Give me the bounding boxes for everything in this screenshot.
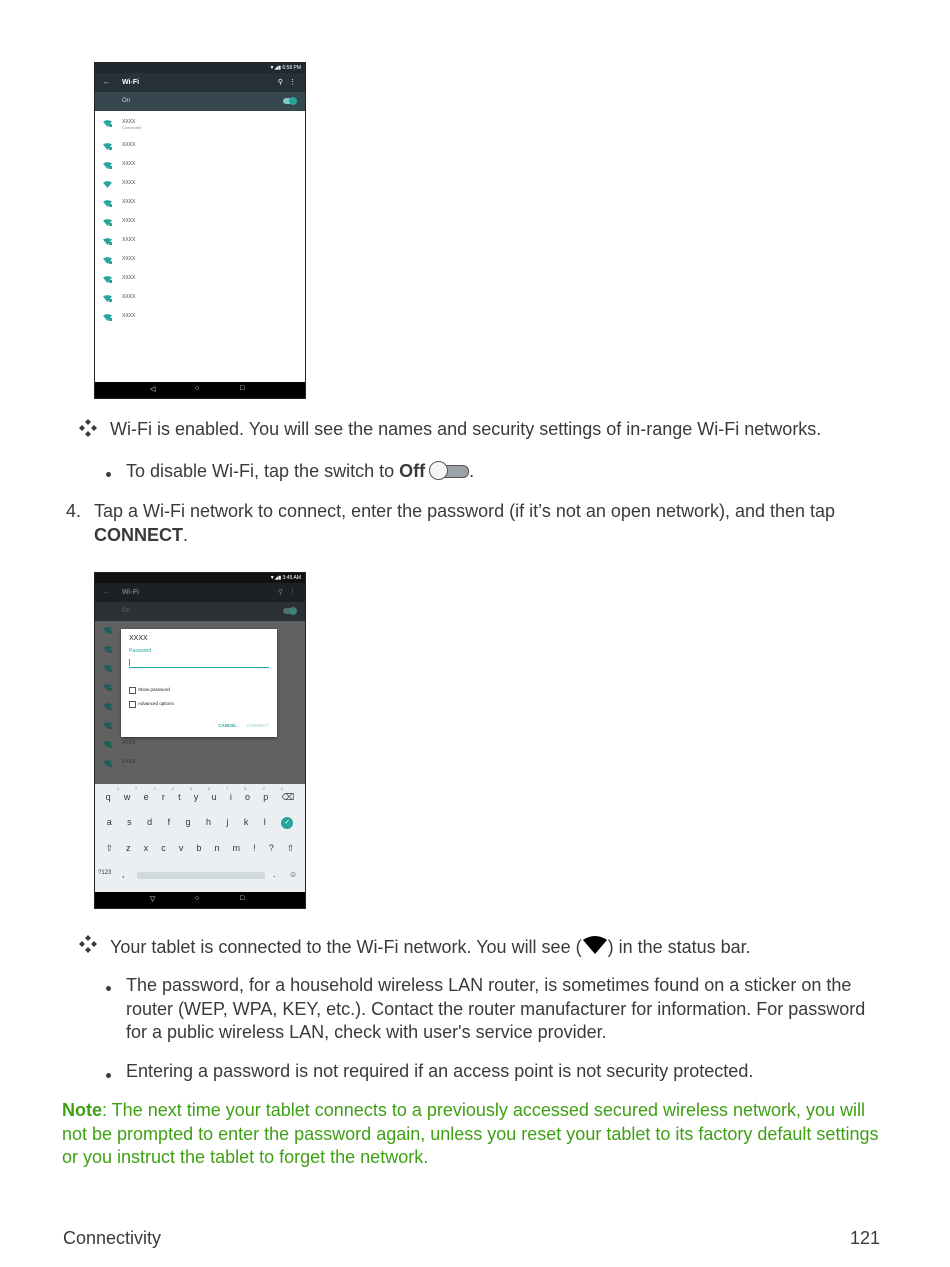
wifi-master-switch-row[interactable] bbox=[95, 602, 305, 621]
bullet-dot bbox=[106, 472, 111, 477]
network-name: XXXX bbox=[122, 313, 136, 319]
network-row[interactable] bbox=[95, 115, 305, 138]
status-bar: ▼◢▮ 6:58 PM bbox=[95, 63, 305, 73]
key-r[interactable]: r bbox=[161, 792, 165, 802]
app-bar bbox=[95, 583, 305, 602]
password-sticker-text: The password, for a household wireless LAN router, is sometimes found on a sticker on the router (WEP, WPA, KEY, etc.). Contact the router manufacturer for information. For password for a public wireless LAN, check with user's service provider. bbox=[126, 975, 866, 1042]
keyboard-row-2 bbox=[95, 817, 305, 829]
key-q[interactable]: q bbox=[105, 792, 111, 802]
network-row[interactable] bbox=[95, 233, 305, 252]
wifi-toggle[interactable] bbox=[283, 608, 296, 614]
network-row[interactable] bbox=[95, 157, 305, 176]
cancel-button[interactable]: CANCEL bbox=[218, 723, 237, 728]
key-f[interactable]: f bbox=[167, 817, 171, 827]
wifi-settings-screenshot bbox=[94, 62, 306, 399]
network-row[interactable] bbox=[95, 195, 305, 214]
navigation-bar bbox=[95, 382, 305, 398]
wifi-password-dialog-screenshot bbox=[94, 572, 306, 909]
network-name: XXXX bbox=[122, 119, 136, 125]
key-j[interactable]: j bbox=[226, 817, 229, 827]
key-a[interactable]: a bbox=[106, 817, 112, 827]
back-arrow-icon[interactable]: ← bbox=[103, 79, 110, 86]
navigation-bar bbox=[95, 892, 305, 908]
network-row[interactable] bbox=[95, 290, 305, 309]
key-w[interactable]: w bbox=[123, 792, 131, 802]
toggle-off-icon bbox=[429, 461, 469, 479]
key-i[interactable]: i bbox=[229, 792, 232, 802]
nav-back-icon[interactable]: ◁ bbox=[150, 386, 156, 393]
nav-recents-icon[interactable]: □ bbox=[240, 895, 245, 902]
network-row[interactable] bbox=[95, 214, 305, 233]
key-z[interactable]: z bbox=[126, 843, 131, 853]
back-arrow-icon[interactable]: ← bbox=[103, 589, 110, 596]
wifi-toggle[interactable] bbox=[283, 98, 296, 104]
network-name: XXXX bbox=[122, 237, 136, 243]
search-icon[interactable]: ⚲ bbox=[277, 79, 283, 86]
search-icon[interactable]: ⚲ bbox=[277, 589, 283, 596]
network-name: XXXX bbox=[122, 275, 136, 281]
app-bar-title: Wi-Fi bbox=[122, 79, 140, 86]
network-name: XXXX bbox=[122, 256, 136, 262]
network-row[interactable] bbox=[95, 271, 305, 290]
network-name: XXXX bbox=[122, 759, 136, 765]
enter-key-icon[interactable]: ✓ bbox=[281, 817, 293, 829]
nav-home-icon[interactable]: ○ bbox=[195, 895, 200, 902]
key-h[interactable]: h bbox=[205, 817, 211, 827]
app-bar-title: Wi-Fi bbox=[122, 589, 140, 596]
key-u[interactable]: u bbox=[211, 792, 217, 802]
network-name: XXXX bbox=[122, 740, 136, 746]
number-hint: 7 bbox=[226, 786, 229, 791]
space-key[interactable] bbox=[137, 872, 265, 879]
network-name: XXXX bbox=[122, 199, 136, 205]
diamond-bullet-icon bbox=[78, 934, 98, 954]
connection-status: Connected bbox=[122, 125, 142, 130]
password-not-required-text: Entering a password is not required if an access point is not security protected. bbox=[126, 1061, 754, 1081]
connect-button[interactable]: CONNECT bbox=[246, 723, 269, 728]
network-row[interactable] bbox=[95, 252, 305, 271]
key-⇧[interactable]: ⇧ bbox=[286, 843, 295, 853]
number-hint: 8 bbox=[244, 786, 247, 791]
comma-key[interactable]: , bbox=[122, 869, 125, 879]
network-row[interactable] bbox=[95, 309, 305, 328]
number-hint: 0 bbox=[280, 786, 283, 791]
key-m[interactable]: m bbox=[232, 843, 241, 853]
number-hint: 2 bbox=[135, 786, 138, 791]
diamond-bullet-icon bbox=[78, 418, 98, 438]
symbols-key[interactable]: ?123 bbox=[98, 870, 112, 876]
key-b[interactable]: b bbox=[196, 843, 202, 853]
nav-recents-icon[interactable]: □ bbox=[240, 385, 245, 392]
more-options-icon[interactable]: ⋮ bbox=[289, 589, 296, 596]
step4-text: Tap a Wi-Fi network to connect, enter the password (if it’s not an open network), and then tap CONNECT. bbox=[94, 501, 836, 545]
disable-wifi-text: To disable Wi-Fi, tap the switch to Off . bbox=[126, 461, 475, 481]
network-row[interactable] bbox=[95, 138, 305, 157]
number-hint: 1 bbox=[116, 786, 120, 791]
keyboard-row-1 bbox=[95, 792, 305, 803]
text-cursor bbox=[129, 659, 130, 666]
key-t[interactable]: t bbox=[178, 792, 181, 802]
key-n[interactable]: n bbox=[214, 843, 220, 853]
network-row[interactable] bbox=[95, 736, 305, 755]
connected-text: Your tablet is connected to the Wi-Fi network. You will see ( ) in the status bar. bbox=[110, 937, 751, 957]
password-label: Password bbox=[129, 648, 151, 654]
wifi-master-switch-row[interactable] bbox=[95, 92, 305, 111]
key-⌫[interactable]: ⌫ bbox=[281, 792, 295, 802]
network-name: XXXX bbox=[122, 142, 136, 148]
on-label: On bbox=[122, 98, 131, 104]
key-v[interactable]: v bbox=[178, 843, 184, 853]
network-name: XXXX bbox=[122, 180, 136, 186]
status-bar: ▼◢▮ 3:45 AM bbox=[95, 573, 305, 583]
nav-back-icon[interactable]: ▽ bbox=[150, 896, 156, 903]
network-name: XXXX bbox=[122, 294, 136, 300]
show-password-label: Show password bbox=[138, 687, 170, 692]
advanced-options-checkbox[interactable] bbox=[129, 701, 136, 708]
show-password-checkbox[interactable] bbox=[129, 687, 136, 694]
key-k[interactable]: k bbox=[243, 817, 249, 827]
key-![interactable]: ! bbox=[253, 843, 256, 853]
network-row[interactable] bbox=[95, 755, 305, 774]
wifi-signal-icon bbox=[582, 935, 608, 955]
bullet-dot bbox=[106, 986, 111, 991]
password-dialog bbox=[121, 629, 277, 737]
key-d[interactable]: d bbox=[147, 817, 153, 827]
dialog-title: XXXX bbox=[129, 635, 148, 642]
number-hint: 4 bbox=[171, 786, 174, 791]
number-hint: 6 bbox=[207, 786, 211, 791]
key-s[interactable]: s bbox=[127, 817, 132, 827]
wifi-enabled-text: Wi-Fi is enabled. You will see the names and security settings of in-range Wi-Fi networks. bbox=[110, 419, 822, 439]
key-x[interactable]: x bbox=[143, 843, 149, 853]
page-number: 121 bbox=[849, 1228, 880, 1248]
key-e[interactable]: e bbox=[143, 792, 149, 802]
advanced-options-label: Advanced options bbox=[138, 701, 174, 706]
key-⇧[interactable]: ⇧ bbox=[105, 843, 114, 853]
key-c[interactable]: c bbox=[161, 843, 166, 853]
more-options-icon[interactable]: ⋮ bbox=[289, 79, 296, 86]
key-g[interactable]: g bbox=[185, 817, 191, 827]
emoji-key-icon[interactable]: ☺ bbox=[289, 870, 298, 879]
step-number: 4. bbox=[66, 501, 82, 521]
key-l[interactable]: l bbox=[263, 817, 266, 827]
period-key[interactable]: . bbox=[273, 869, 276, 879]
password-input[interactable] bbox=[129, 667, 269, 668]
number-hint: 9 bbox=[262, 786, 265, 791]
key-o[interactable]: o bbox=[245, 792, 251, 802]
nav-home-icon[interactable]: ○ bbox=[195, 385, 200, 392]
network-row[interactable] bbox=[95, 176, 305, 195]
app-bar bbox=[95, 73, 305, 92]
number-hints bbox=[95, 786, 305, 791]
bullet-dot bbox=[106, 1073, 111, 1078]
number-hint: 3 bbox=[153, 786, 156, 791]
number-hint: 5 bbox=[189, 786, 192, 791]
key-?[interactable]: ? bbox=[268, 843, 274, 853]
on-screen-keyboard bbox=[95, 784, 305, 892]
key-p[interactable]: p bbox=[263, 792, 269, 802]
network-name: XXXX bbox=[122, 218, 136, 224]
on-label: On bbox=[122, 608, 131, 614]
key-y[interactable]: y bbox=[193, 792, 199, 802]
network-name: XXXX bbox=[122, 161, 136, 167]
network-list bbox=[95, 111, 305, 328]
note-paragraph: Note: The next time your tablet connects to a previously accessed secured wireless network, you will not be prompted to enter the password again, unless you reset your tablet to its factory default settings or you instruct the tablet to forget the network. bbox=[62, 1100, 879, 1167]
keyboard-row-3 bbox=[95, 843, 305, 854]
footer-section: Connectivity bbox=[63, 1228, 162, 1248]
